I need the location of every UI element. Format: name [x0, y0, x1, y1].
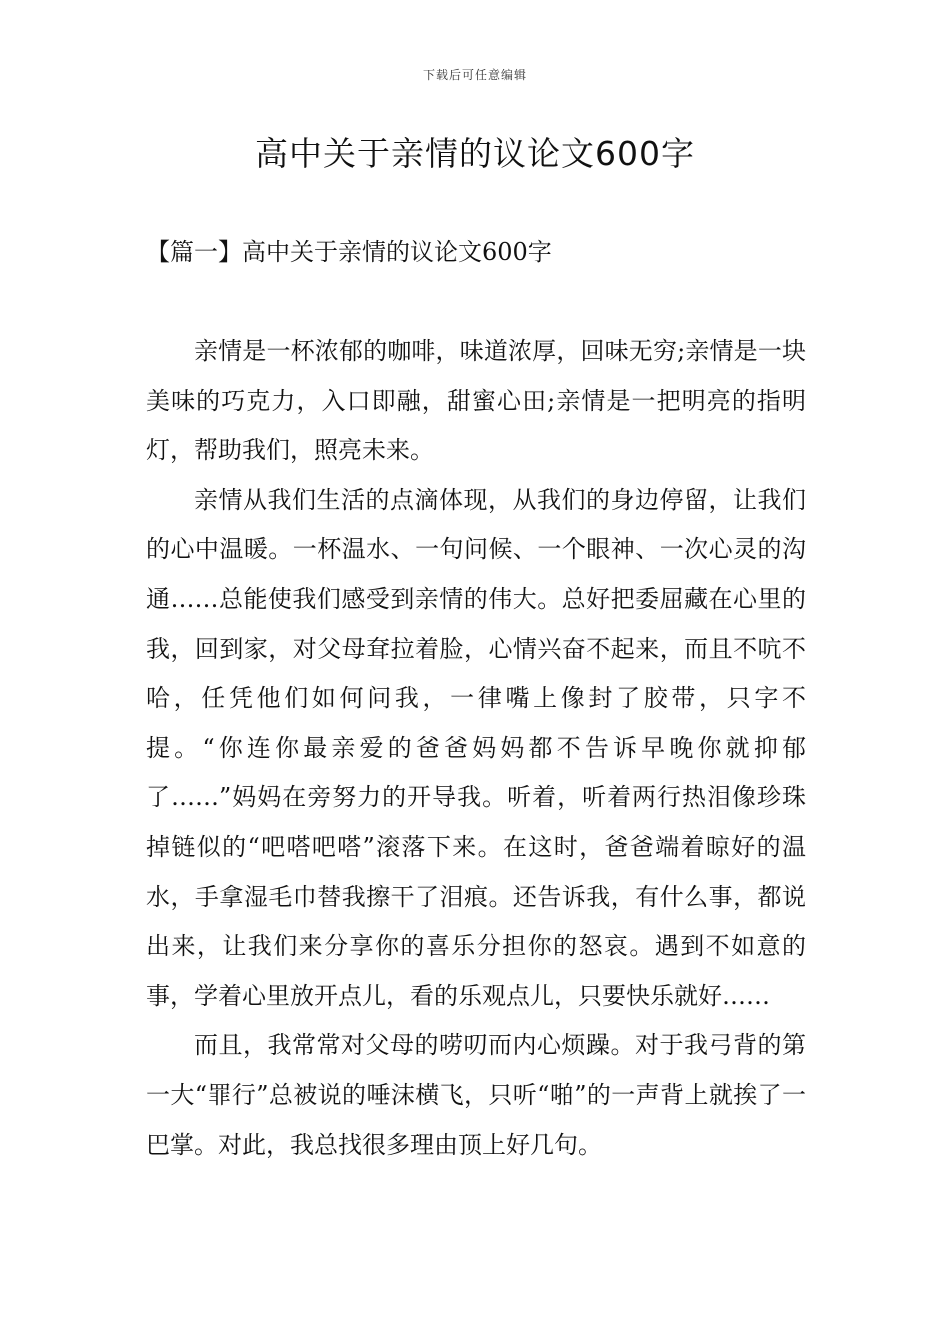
header-note: 下载后可任意编辑: [422, 68, 527, 82]
document-title: 高中关于亲情的议论文600字: [255, 134, 695, 173]
paragraph-3: 而且，我常常对父母的唠叨而内心烦躁。对于我弓背的第一大“罪行”总被说的唾沫横飞，只听“啪”的一声背上就挨了一巴掌。对此，我总找很多理由顶上好几句。: [146, 1031, 806, 1159]
paragraph-1: 亲情是一杯浓郁的咖啡，味道浓厚，回味无穷;亲情是一块美味的巧克力，入口即融，甜蜜心田;亲情是一把明亮的指明灯，帮助我们，照亮未来。: [146, 337, 806, 465]
section-heading: 【篇一】高中关于亲情的议论文600字: [146, 238, 552, 266]
paragraph-2: 亲情从我们生活的点滴体现，从我们的身边停留，让我们的心中温暖。一杯温水、一句问候、一个眼神、一次心灵的沟通……总能使我们感受到亲情的伟大。总好把委屈藏在心里的我，回到家，对父母耷拉着脸，心情兴奋不起来，而且不吭不哈，任凭他们如何问我，一律嘴上像封了胶带，只字不提。“你连你最亲爱的爸爸妈妈都不告诉早晚你就抑郁了……”妈妈在旁努力的开导我。听着，听着两行热泪像珍珠掉链似的“吧嗒吧嗒”滚落下来。在这时，爸爸端着晾好的温水，手拿湿毛巾替我擦干了泪痕。还告诉我，有什么事，都说出来，让我们来分享你的喜乐分担你的怒哀。遇到不如意的事，学着心里放开点儿，看的乐观点儿，只要快乐就好……: [146, 485, 806, 1010]
document-body: [146, 327, 806, 1170]
